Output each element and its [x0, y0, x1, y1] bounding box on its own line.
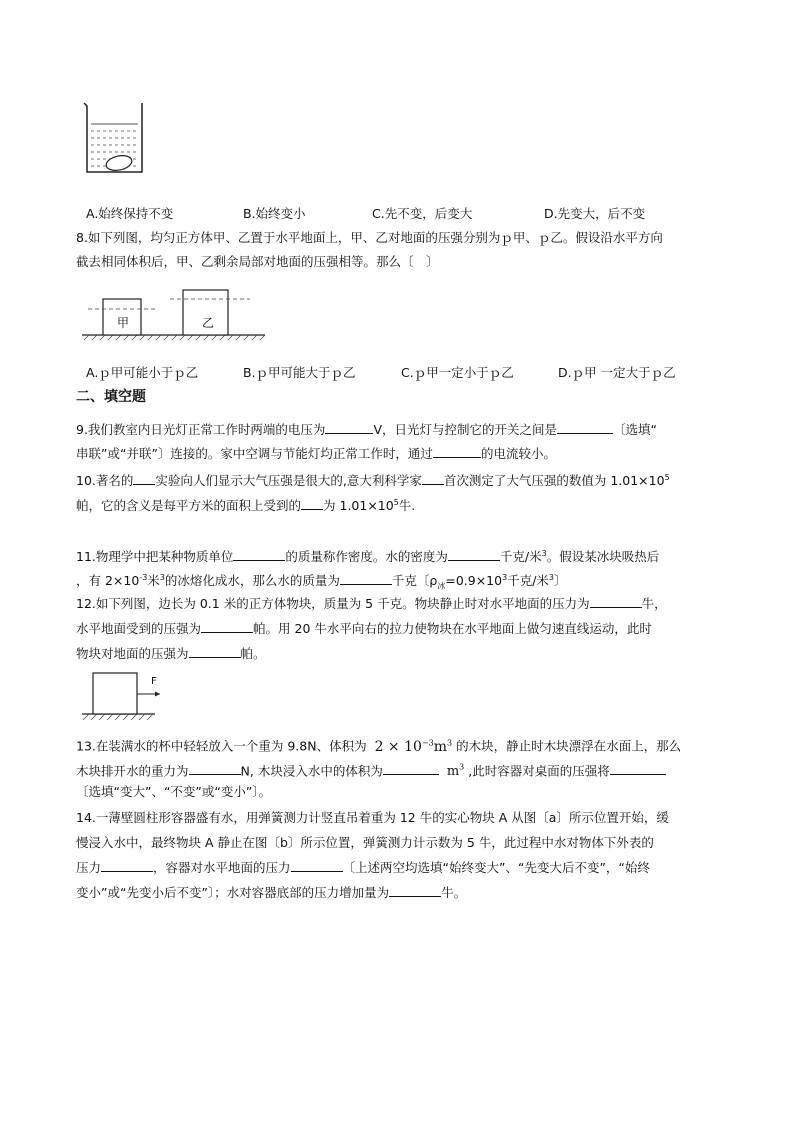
q8-option-c: C.ｐ甲一定小于ｐ乙	[401, 365, 514, 380]
unit: $m^3$	[446, 763, 465, 780]
q14-text: 压力	[76, 860, 102, 875]
q11-text: 11.物理学中把某种物质单位	[76, 549, 234, 565]
q12-text: 物块对地面的压强为	[76, 646, 189, 661]
q10-text: 帕，它的含义是每平方米的面积上受到的	[76, 498, 302, 514]
q12-text: 牛，	[641, 596, 667, 611]
answer-blank	[590, 595, 642, 608]
q8-figure-label-yi: 乙	[202, 316, 215, 330]
q12-text: 水平地面受到的压强为	[76, 621, 202, 636]
answer-blank	[189, 762, 241, 775]
subscript: 冰	[437, 581, 446, 591]
q13-text: N, 木块浸入水中的体积为	[240, 763, 383, 779]
q9-line1	[76, 420, 657, 440]
q11-text: ，有 2×10	[76, 573, 140, 589]
q13-text: ,此时容器对桌面的压强将	[468, 763, 610, 779]
answer-blank	[383, 762, 439, 775]
q11-text: 千克/米	[507, 573, 549, 589]
q10-text: 10.著名的	[76, 473, 134, 489]
answer-blank	[557, 421, 613, 434]
answer-blank	[340, 572, 392, 585]
q7-option-b: B.始终变小	[243, 206, 306, 221]
q12-line1	[76, 594, 667, 614]
q11-text: 。假设某冰块吸热后	[546, 549, 660, 565]
q14-line4	[76, 883, 466, 903]
q9-text: 串联”或“并联”〕连接的。家中空调与节能灯均正常工作时，通过	[76, 446, 433, 461]
q14-text: 牛。	[441, 885, 467, 900]
q12-text: 12.如下列图，边长为 0.1 米的正方体物块，质量为 5 千克。物块静止时对水平地面的压力为	[76, 596, 590, 611]
q8-option-a: A.ｐ甲可能小于ｐ乙	[86, 365, 199, 380]
q13-text: 木块排开水的重力为	[76, 763, 189, 779]
q14-line2: 慢浸入水中，最终物块 A 静止在图〔b〕所示位置，弹簧测力计示数为 5 牛，此过程中水对物体下外表的	[76, 835, 654, 850]
answer-blank	[101, 859, 153, 872]
q9-line2	[76, 444, 556, 464]
answer-blank	[233, 548, 285, 561]
answer-blank	[610, 762, 666, 775]
q13-line2	[76, 758, 666, 782]
q9-text: 的电流较小。	[480, 446, 556, 461]
q11-line2	[76, 568, 567, 597]
q12-text: 帕。用 20 牛水平向右的拉力使物块在水平地面上做匀速直线运动，此时	[253, 621, 652, 636]
q12-force-label: F	[151, 676, 157, 687]
section-heading: 二、填空题	[76, 389, 146, 405]
superscript: -3	[139, 573, 148, 582]
q11-text: 米	[147, 573, 160, 589]
q12-block-figure	[80, 670, 180, 722]
q13-text: 13.在装满水的杯中轻轻放入一个重为 9.8N、体积为	[76, 738, 367, 754]
q10-text: 为 1.01×10	[323, 498, 394, 514]
q8-stem-line1: 8.如下列图，均匀正方体甲、乙置于水平地面上，甲、乙对地面的压强分别为ｐ甲、ｐ乙。假设沿水平方向	[76, 230, 663, 245]
math-expression: $2 \times 10^{-3}m^3$	[374, 738, 453, 755]
q8-option-d: D.ｐ甲 一定大于ｐ乙	[558, 365, 676, 380]
q12-line2	[76, 619, 652, 639]
q10-line1	[76, 468, 670, 491]
q13-line1	[76, 733, 681, 757]
answer-blank	[325, 421, 373, 434]
q14-text: 变小”或“先变小后不变”〕；水对容器底部的压力增加量为	[76, 885, 390, 900]
q8-figure-label-jia: 甲	[117, 316, 130, 330]
superscript: 3	[548, 573, 554, 582]
q7-option-a: A.始终保持不变	[86, 206, 174, 221]
q11-text: =0.9×10	[445, 573, 503, 589]
q13-line3: 〔选填“变大”、“不变”或“变小”〕。	[76, 784, 272, 799]
q10-line2	[76, 493, 415, 516]
answer-blank	[301, 497, 323, 510]
q11-text: 千克〔ρ	[391, 573, 438, 589]
superscript: 3	[502, 573, 508, 582]
answer-blank	[422, 472, 444, 485]
q7-option-d: D.先变大，后不变	[544, 206, 646, 221]
q9-text: V，日光灯与控制它的开关之间是	[373, 422, 557, 437]
q10-text: 首次测定了大气压强的数值为 1.01×10	[443, 473, 665, 489]
q14-line1: 14.一薄壁圆柱形容器盛有水，用弹簧测力计竖直吊着重为 12 牛的实心物块 A 从图〔a〕所示位置开始，缓	[76, 810, 669, 825]
q8-stem-line2: 截去相同体积后，甲、乙剩余局部对地面的压强相等。那么〔 〕	[76, 254, 439, 269]
q12-line3	[76, 644, 266, 664]
q11-text: 的质量称作密度。水的密度为	[285, 549, 448, 565]
answer-blank	[448, 548, 500, 561]
q14-text: ，容器对水平地面的压力	[153, 860, 291, 875]
q8-blocks-figure	[80, 285, 270, 345]
q10-text: 牛.	[398, 498, 416, 514]
superscript: 5	[393, 498, 399, 507]
superscript: 3	[541, 549, 547, 558]
q14-text: 〔上述两空均选填“始终变大”、“先变大后不变”，“始终	[342, 860, 650, 875]
answer-blank	[133, 472, 155, 485]
q9-text: 〔选填“	[613, 422, 657, 437]
q11-text: 千克/米	[499, 549, 542, 565]
q11-text: 〕	[554, 573, 567, 589]
q9-text: 9.我们教室内日光灯正常工作时两端的电压为	[76, 422, 326, 437]
q12-text: 帕。	[240, 646, 266, 661]
q13-text: 的木块，静止时木块漂浮在水面上，那么	[456, 738, 682, 754]
answer-blank	[201, 620, 253, 633]
answer-blank	[389, 884, 441, 897]
q11-line1	[76, 544, 659, 567]
q10-text: 实验向人们显示大气压强是很大的,意大利科学家	[155, 473, 422, 489]
q14-line3	[76, 858, 650, 878]
answer-blank	[433, 445, 481, 458]
q8-option-b: B.ｐ甲可能大于ｐ乙	[243, 365, 356, 380]
q11-text: 的冰熔化成水，那么水的质量为	[164, 573, 340, 589]
answer-blank	[291, 859, 343, 872]
superscript: 3	[159, 573, 165, 582]
superscript: 5	[664, 473, 670, 482]
answer-blank	[189, 645, 241, 658]
beaker-figure	[82, 100, 152, 180]
q7-option-c: C.先不变，后变大	[372, 206, 473, 221]
